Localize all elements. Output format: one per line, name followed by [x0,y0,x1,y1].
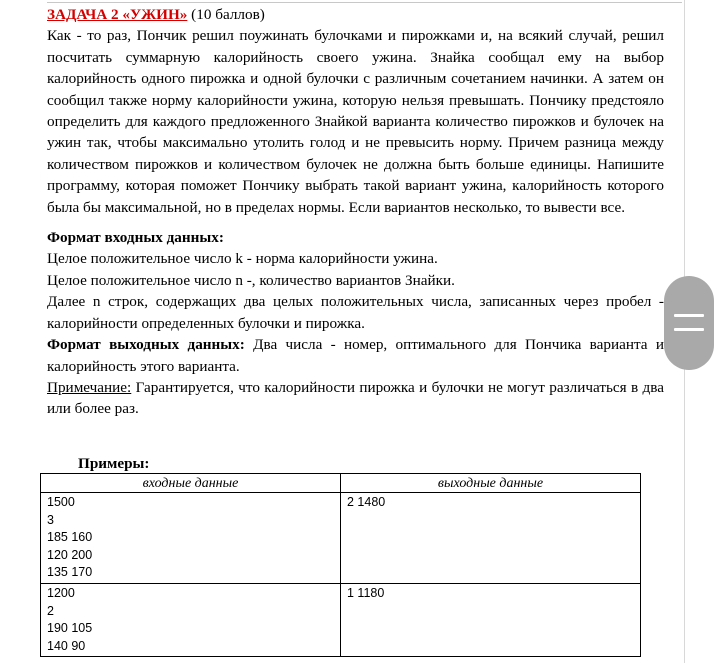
example-2-output: 1 1180 [341,583,641,656]
task-title: ЗАДАЧА 2 «УЖИН» [47,6,188,23]
input-format-line-2: Целое положительное число n -, количество вариантов Знайки. [47,271,455,289]
note-label: Примечание: [47,378,132,396]
example-1-input-line: 185 160 [47,530,93,545]
input-format-line-3: Далее n строк, содержащих два целых положительных числа, записанных через пробел - калорийности определенных булочки и пирожка. [47,293,664,332]
task-description: Как - то раз, Пончик решил поужинать булочками и пирожками и, на всякий случай, решил посчитать суммарную калорийность своего ужина. Знайка сообщал ему на выбор калорийность одного пирожка и одной булочки с различным сочетанием начинки. А затем он сообщил также норму калорийности ужина, которую нельзя превышать. Пончику предстояло определить для каждого предложенного Знайкой варианта количество пирожков и булочек на ужин так, чтобы максимально утолить голод и не превысить норму. Причем разница между количеством пирожков и количеством булочек не должна быть больше единицы. Напишите программу, которая поможет Пончику выбрать такой вариант ужина, калорийность которого была бы максимальной, но в пределах нормы. Если вариантов несколько, то вывести все. [47,27,664,216]
col-output-header: выходные данные [341,474,641,493]
task-points: (10 баллов) [187,6,265,23]
examples-title: Примеры: [78,455,150,472]
table-row [41,583,641,656]
top-border-line [47,2,682,3]
example-2-input-line: 140 90 [47,638,86,653]
note [47,377,664,420]
task-statement [47,4,664,25]
menu-icon [674,314,704,317]
example-2-input-line: 190 105 [47,621,93,636]
examples-table [40,473,641,657]
example-1-input-line: 120 200 [47,547,93,562]
scroll-handle-button[interactable] [664,276,714,370]
document-body [47,4,664,420]
menu-icon [674,328,704,331]
example-1-input-line: 135 170 [47,565,93,580]
output-format [47,334,664,377]
example-1-output: 2 1480 [341,493,641,584]
example-2-input-line: 2 [47,603,54,618]
example-2-input-line: 1200 [47,585,75,600]
example-2-input [41,583,341,656]
note-text: Гарантируется, что калорийности пирожка и булочки не могут различаться в два или более раз. [47,378,664,418]
output-format-heading: Формат выходных данных: [47,336,245,354]
example-1-input [41,493,341,584]
input-format-heading: Формат входных данных: [47,229,224,247]
input-format-line-1: Целое положительное число k - норма калорийности ужина. [47,250,438,268]
output-format-text: Два числа - номер, оптимального для Пончика варианта и калорийность этого варианта. [47,336,664,375]
col-input-header: входные данные [41,474,341,493]
table-row [41,493,641,584]
example-1-input-line: 1500 [47,495,75,509]
example-1-input-line: 3 [47,512,54,527]
